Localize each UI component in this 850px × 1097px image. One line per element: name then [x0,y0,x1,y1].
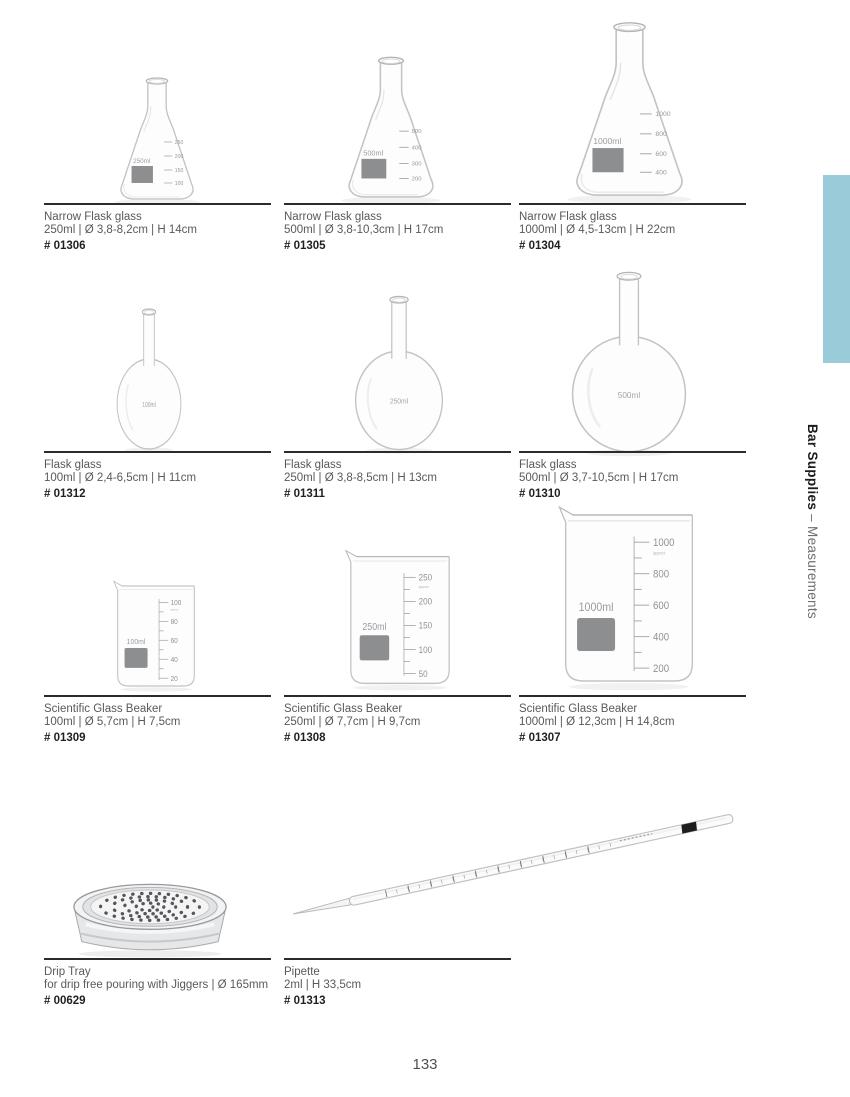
glass-volume-label: 500ml [617,389,641,400]
product-name: Drip Tray [44,965,91,978]
beaker-body [351,557,449,684]
glass-volume-label: 1000ml [578,601,614,615]
scale-label: 1000 [653,537,675,550]
scale-label: 800 [655,131,667,139]
product-name: Scientific Glass Beaker [44,702,163,715]
product-card [284,695,511,745]
scale-label: 50 [418,668,428,679]
glass-volume-label: 100ml [126,636,146,646]
product-specs: 250ml | Ø 3,8-8,2cm | H 14cm [44,224,197,236]
divider [44,203,271,205]
shadow [354,685,446,690]
glass-label-patch [361,159,386,179]
pipette [292,814,734,918]
product-specs: 250ml | Ø 7,7cm | H 9,7cm [284,716,421,728]
flask-neck [392,300,406,361]
product-card [519,203,746,253]
product-specs: 1000ml | Ø 12,3cm | H 14,8cm [519,716,675,728]
product-card [44,203,271,253]
product-specs: 1000ml | Ø 4,5-13cm | H 22cm [519,224,676,236]
product-name: Flask glass [519,458,577,471]
product-card [284,451,511,501]
scale-label: 600 [653,600,670,613]
product-image-narrow-flask-250 [101,76,213,206]
product-card [44,958,271,1008]
scale-label: 60 [170,637,178,646]
product-sku: # 01308 [284,731,326,744]
scale-label: 200 [418,596,433,607]
scale-label: 150 [418,620,433,631]
scale-label: 200 [411,176,422,183]
scale-label: 400 [411,145,422,152]
product-image-flask-100 [110,304,188,454]
product-image-flask-250 [346,291,452,455]
product-name: Scientific Glass Beaker [284,702,403,715]
approx-label: approx [418,584,429,589]
flask-neck [144,312,155,368]
divider [284,695,511,697]
glass-label-patch [360,635,390,660]
scale-label: 250 [174,139,184,146]
scale-label: 600 [655,151,667,159]
product-image-pipette [283,796,755,930]
section-title-vertical [805,424,820,619]
approx-label: approx [653,550,666,556]
product-card [44,451,271,501]
pipette-band [681,822,697,834]
product-sku: # 01311 [284,487,325,500]
divider [44,958,271,960]
scale-label: 500 [411,129,422,136]
product-specs: 2ml | H 33,5cm [284,979,362,991]
glass-volume-label: 1000ml [593,135,622,146]
product-sku: # 01304 [519,239,561,252]
product-card [44,695,271,745]
product-image-beaker-1000 [553,505,705,691]
flask-neck [620,276,639,348]
pipette-tube [349,814,734,906]
divider [44,695,271,697]
product-sku: # 01305 [284,239,326,252]
product-specs: 100ml | Ø 5,7cm | H 7,5cm [44,716,181,728]
product-sku: # 01306 [44,239,86,252]
glass-highlight [353,818,726,899]
product-image-flask-500 [560,266,698,458]
product-sku: # 01312 [44,487,86,500]
product-image-narrow-flask-500 [326,55,456,205]
glass-volume-label: 100ml [142,402,156,410]
page-number: 133 [412,1056,438,1073]
scale-label: 800 [653,569,670,581]
shadow [79,950,221,957]
product-sku: # 00629 [44,994,86,1007]
scale-label: 100 [174,180,184,187]
scale-label: 40 [170,656,178,664]
scale-label: 100 [170,599,182,608]
product-name: Scientific Glass Beaker [519,702,638,715]
flask-rim-inner [393,298,406,302]
glass-label-patch [577,618,615,651]
divider [519,695,746,697]
scale-label: 250 [418,572,433,583]
product-name: Pipette [284,965,320,978]
tray-plate [91,890,210,924]
divider [284,203,511,205]
product-card [519,695,746,745]
shadow [569,683,688,690]
section-title-bold: Bar Supplies [805,424,820,511]
flask-rim-inner [149,80,164,84]
product-specs: 250ml | Ø 3,8-8,5cm | H 13cm [284,472,437,484]
glass-label-patch [125,648,148,668]
divider [519,451,746,453]
product-specs: 500ml | Ø 3,8-10,3cm | H 17cm [284,224,444,236]
scale-label: 20 [170,675,178,683]
pipette-tip [292,898,350,917]
product-card [519,451,746,501]
scale-label: 300 [411,161,422,168]
scale-label: 150 [174,167,184,174]
product-card [284,958,511,1008]
glass-volume-label: 250ml [362,621,387,632]
scale-label: 200 [653,663,670,676]
scale-label: 100 [418,644,433,655]
product-name: Narrow Flask glass [284,210,382,223]
glass-volume-label: 250ml [133,158,151,165]
divider [44,451,271,453]
product-sku: # 01307 [519,731,561,744]
product-sku: # 01309 [44,731,86,744]
glass-volume-label: 250ml [389,396,409,406]
divider [284,958,511,960]
divider [519,203,746,205]
product-specs: 500ml | Ø 3,7-10,5cm | H 17cm [519,472,679,484]
product-specs: for drip free pouring with Jiggers | Ø 165mm [44,979,269,991]
product-name: Flask glass [44,458,102,471]
glass-volume-label: 500ml [363,148,384,158]
flask-rim-inner [382,59,400,63]
product-card [284,203,511,253]
glass-label-patch [132,166,153,183]
product-name: Narrow Flask glass [44,210,142,223]
product-name: Narrow Flask glass [519,210,617,223]
flask-rim-inner [621,274,637,279]
scale-label: 400 [655,169,667,177]
section-title-light: – Measurements [805,510,820,619]
product-sku: # 01313 [284,994,326,1007]
glass-label-patch [592,148,623,172]
flask-rim-inner [144,311,153,315]
shadow [120,687,192,691]
product-image-narrow-flask-1000 [548,20,711,205]
scale-label: 200 [174,153,184,160]
approx-label: approx [170,607,179,612]
product-image-beaker-100 [110,580,202,692]
divider [284,451,511,453]
product-specs: 100ml | Ø 2,4-6,5cm | H 11cm [44,472,197,484]
product-sku: # 01310 [519,487,561,500]
scale-label: 1000 [655,111,671,119]
flask-rim-inner [618,25,640,30]
product-name: Flask glass [284,458,342,471]
product-image-drip-tray [66,868,234,960]
section-color-tab [823,175,850,363]
scale-label: 400 [653,632,670,644]
product-image-beaker-250 [341,549,459,691]
scale-label: 80 [170,618,178,627]
